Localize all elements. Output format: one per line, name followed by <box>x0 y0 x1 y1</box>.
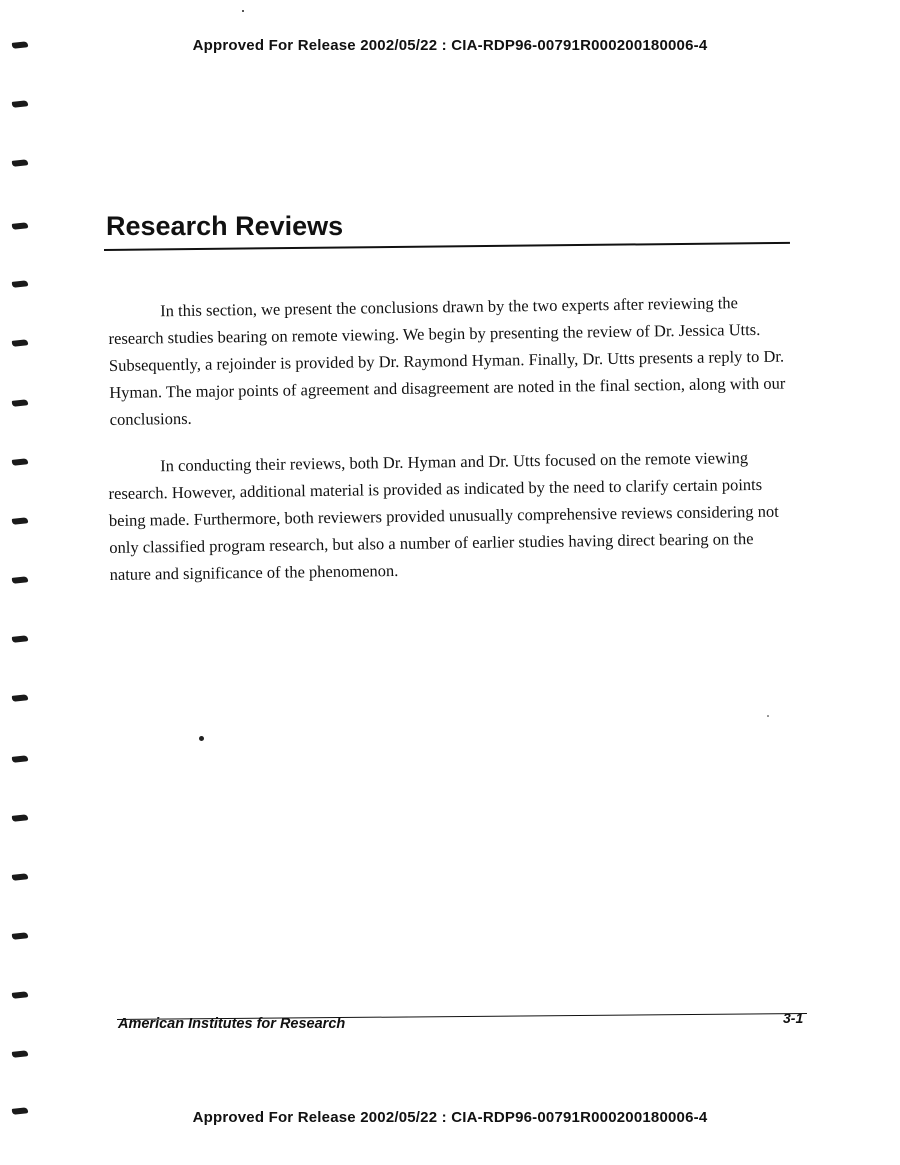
punch-hole-mark <box>12 399 29 407</box>
punch-hole-mark <box>12 576 29 584</box>
release-stamp-bottom: Approved For Release 2002/05/22 : CIA-RDP96-00791R000200180006-4 <box>192 1109 708 1126</box>
scan-speck <box>199 736 204 741</box>
punch-hole-mark <box>12 814 29 822</box>
punch-hole-mark <box>12 222 29 230</box>
paragraph-intro: In this section, we present the conclusions drawn by the two experts after reviewing the research studies bearing on remote viewing. We begin by presenting the review of Dr. Jessica Utts. Subsequently, a rejoinder is provided by Dr. Raymond Hyman. Finally, Dr. Utts presents a reply to Dr. Hyman. The major points of agreement and disagreement are noted in the final section, along with our conclusions. <box>108 293 786 429</box>
title-underline <box>104 242 790 251</box>
punch-hole-mark <box>12 159 29 167</box>
punch-hole-mark <box>12 41 29 49</box>
punch-hole-mark <box>12 517 29 525</box>
punch-hole-mark <box>12 755 29 763</box>
punch-hole-mark <box>12 635 29 643</box>
binder-punch-marks <box>0 0 40 1165</box>
scan-speck <box>767 715 769 717</box>
paragraph-reviews: In conducting their reviews, both Dr. Hyman and Dr. Utts focused on the remote viewing research. However, additional material is provided as indicated by the need to clarify certain points being made. Furthermore, both reviewers provided unusually comprehensive reviews considering not only classified program research, but also a number of earlier studies having direct bearing on the nature and significance of the phenomenon. <box>108 448 779 584</box>
footer-organization: American Institutes for Research <box>118 1016 346 1032</box>
punch-hole-mark <box>12 1050 29 1058</box>
punch-hole-mark <box>12 280 29 288</box>
punch-hole-mark <box>12 100 29 108</box>
punch-hole-mark <box>12 932 29 940</box>
punch-hole-mark <box>12 458 29 466</box>
section-title: Research Reviews <box>106 211 344 241</box>
punch-hole-mark <box>12 694 29 702</box>
punch-hole-mark <box>12 339 29 347</box>
scan-speck <box>242 10 244 12</box>
punch-hole-mark <box>12 991 29 999</box>
punch-hole-mark <box>12 873 29 881</box>
page-number: 3-1 <box>783 1010 804 1026</box>
release-stamp-top: Approved For Release 2002/05/22 : CIA-RDP96-00791R000200180006-4 <box>192 37 708 54</box>
